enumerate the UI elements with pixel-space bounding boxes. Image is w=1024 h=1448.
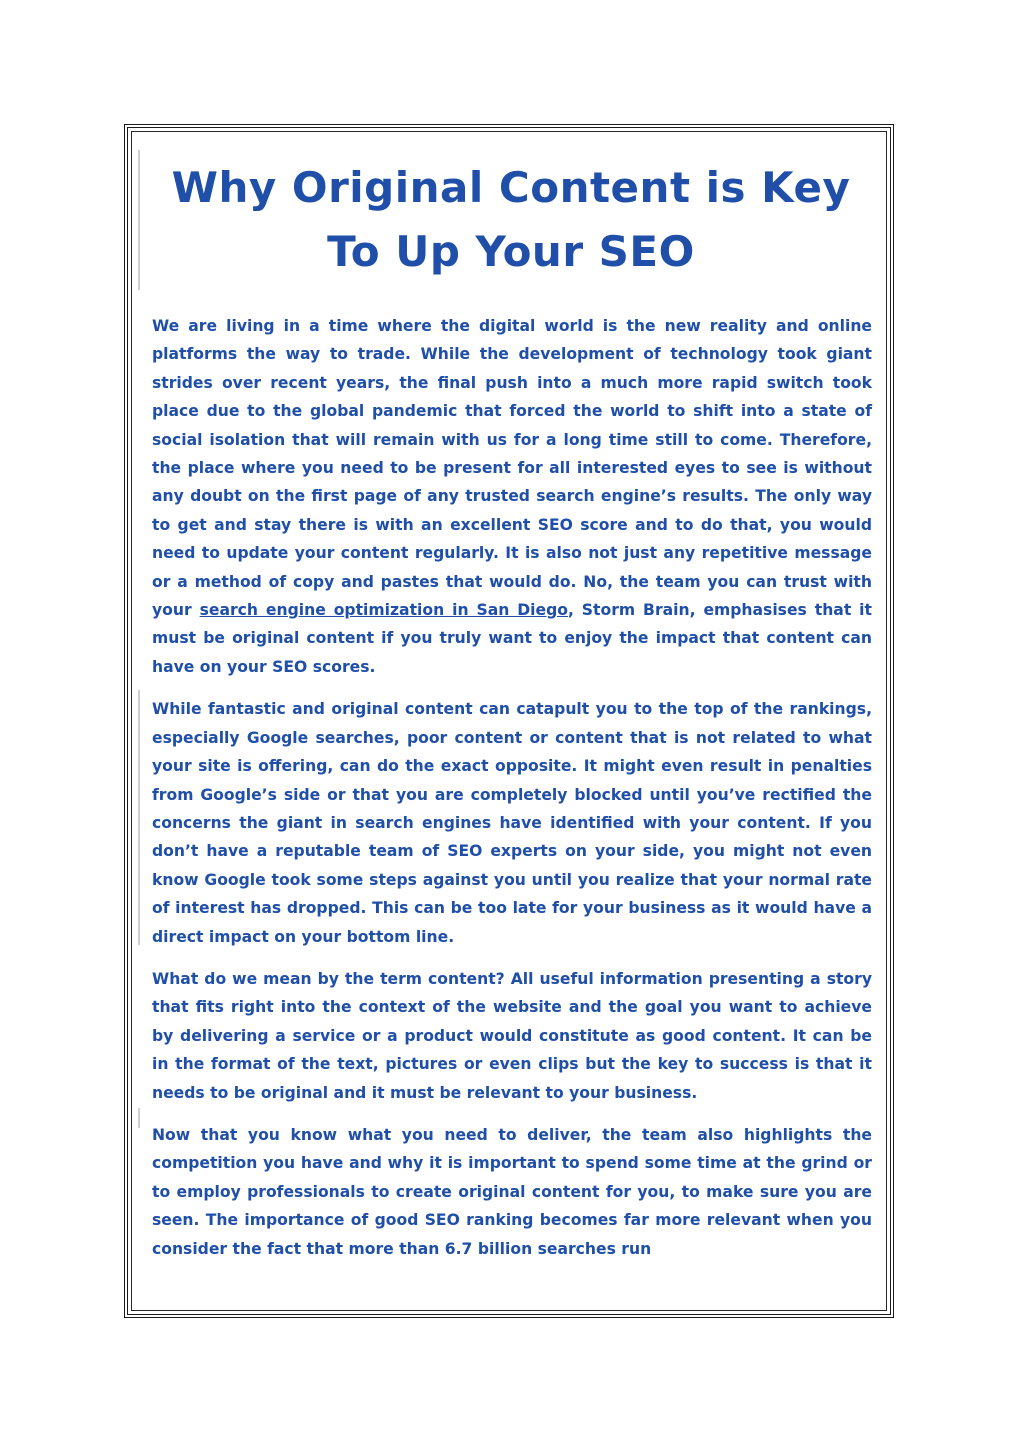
document-title — [140, 156, 882, 284]
paragraph-2: While fantastic and original content can catapult you to the top of the rankings, especially Google searches, poor content or content that is not related to what your site is offering, can do the exact opposite. It might even result in penalties from Google’s side or that you are completely blocked until you’ve rectified the concerns the giant in search engines have identified with your content. If you don’t have a reputable team of SEO experts on your side, you might not even know Google took some steps against you until you realize that your normal rate of interest has dropped. This can be too late for your business as it would have a direct impact on your bottom line. — [152, 700, 872, 946]
title-line-1: Why Original Content is Key — [171, 163, 851, 212]
paragraph-1-text: We are living in a time where the digital world is the new reality and online platforms the way to trade. While the development of technology took giant strides over recent years, the final push into a much more rapid switch took place due to the global pandemic that forced the world to shift into a state of social isolation that will remain with us for a long time still to come. Therefore, the place where you need to be present for all interested eyes to see is without any doubt on the first page of any trusted search engine’s results. The only way to get and stay there is with an excellent SEO score and to do that, you would need to update your content regularly. It is also not just any repetitive message or a method of copy and pastes that would do. No, the team you can trust with your — [152, 317, 872, 620]
title-line-2: To Up Your SEO — [327, 227, 695, 276]
document-body — [152, 312, 872, 1277]
paragraph-3: What do we mean by the term content? All useful information presenting a story that fits right into the context of the website and the goal you want to achieve by delivering a service or a product would constitute as good content. It can be in the format of the text, pictures or even clips but the key to success is that it needs to be original and it must be relevant to your business. — [152, 969, 872, 1102]
paragraph-1-text-end: , Storm Brain, emphasises that it must be original content if you truly want to enjoy the impact that content can have on your SEO scores. — [152, 601, 872, 676]
seo-san-diego-link[interactable]: search engine optimization in San Diego — [199, 601, 568, 620]
paragraph-4: Now that you know what you need to deliver, the team also highlights the competition you have and why it is important to spend some time at the grind or to employ professionals to create original content for you, to make sure you are seen. The importance of good SEO ranking becomes far more relevant when you consider the fact that more than 6.7 billion searches run — [152, 1125, 872, 1258]
paragraph-1 — [152, 312, 872, 681]
left-margin-rule — [138, 690, 140, 945]
left-margin-rule — [138, 1108, 140, 1128]
